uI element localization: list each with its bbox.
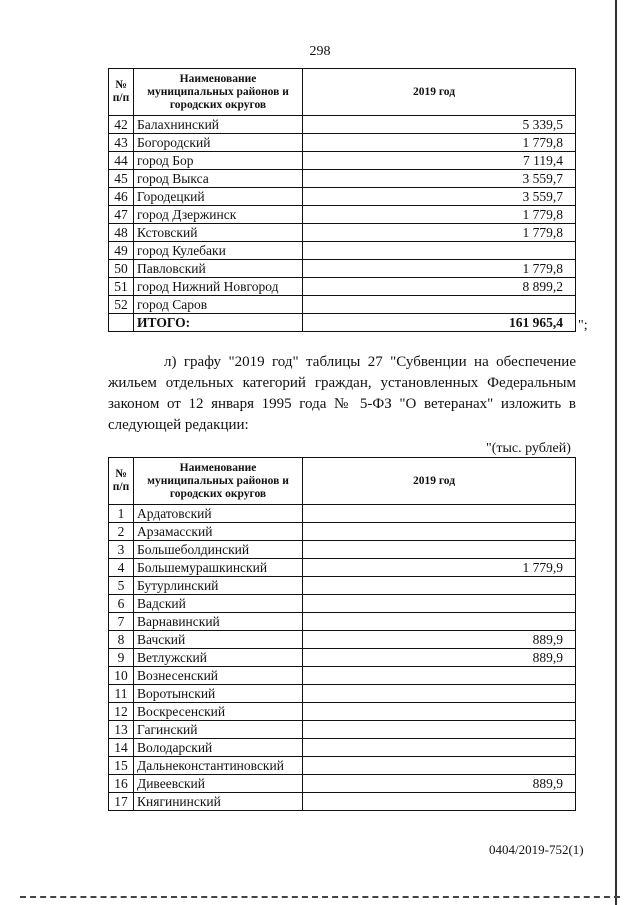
row-municipality: Дивеевский [134,775,303,793]
header-year: 2019 год [303,458,576,505]
table-row [109,793,576,811]
page-number: 298 [309,44,331,59]
row-municipality: Балахнинский [134,116,303,134]
row-municipality: Варнавинский [134,613,303,631]
row-municipality: Гагинский [134,721,303,739]
row-municipality: Вачский [134,631,303,649]
table-row [109,170,576,188]
scan-edge-artifact [20,896,620,898]
table-row [109,721,576,739]
row-municipality: город Бор [134,152,303,170]
row-value [303,242,576,260]
row-municipality: город Кулебаки [134,242,303,260]
amendment-paragraph: л) графу "2019 год" таблицы 27 "Субвенции на обеспечение жильем отдельных категорий граждан, установленных Федеральным законом от 12 января 1995 года № 5-ФЗ "О ветеранах" изложить в следующей редакции: [108,354,576,433]
table-row [109,577,576,595]
table-row [109,649,576,667]
row-municipality: город Выкса [134,170,303,188]
table-row [109,541,576,559]
table-row [109,667,576,685]
row-number: 9 [109,649,134,667]
row-number: 1 [109,505,134,523]
table-row [109,757,576,775]
row-number: 17 [109,793,134,811]
table-row [109,559,576,577]
row-number: 44 [109,152,134,170]
row-number: 4 [109,559,134,577]
table-row [109,206,576,224]
total-value: 161 965,4 [303,314,576,332]
table-header-row [109,69,576,116]
table-row [109,242,576,260]
row-number: 5 [109,577,134,595]
row-number: 7 [109,613,134,631]
row-municipality: Ардатовский [134,505,303,523]
row-value [303,703,576,721]
row-municipality: Большемурашкинский [134,559,303,577]
row-value: 889,9 [303,775,576,793]
row-municipality: Ветлужский [134,649,303,667]
header-year: 2019 год [303,69,576,116]
table-row [109,703,576,721]
row-value: 889,9 [303,631,576,649]
row-number: 16 [109,775,134,793]
table-row [109,188,576,206]
row-value: 1 779,8 [303,206,576,224]
row-municipality: город Дзержинск [134,206,303,224]
row-number: 11 [109,685,134,703]
total-row [109,314,576,332]
table-row [109,224,576,242]
header-municipality: Наименование муниципальных районов и городских округов [134,458,303,505]
row-number: 47 [109,206,134,224]
row-municipality: Вадский [134,595,303,613]
table-row [109,739,576,757]
row-number: 45 [109,170,134,188]
row-value [303,667,576,685]
row-municipality: Богородский [134,134,303,152]
header-municipality: Наименование муниципальных районов и городских округов [134,69,303,116]
total-number-cell [109,314,134,332]
table-row [109,685,576,703]
table-header-row [109,458,576,505]
row-number: 51 [109,278,134,296]
row-municipality: Арзамасский [134,523,303,541]
row-municipality: Большеболдинский [134,541,303,559]
row-number: 12 [109,703,134,721]
row-number: 42 [109,116,134,134]
header-number: № п/п [109,69,134,116]
row-number: 15 [109,757,134,775]
row-value: 5 339,5 [303,116,576,134]
table-row [109,152,576,170]
row-number: 48 [109,224,134,242]
row-value [303,757,576,775]
units-note: "(тыс. рублей) [486,441,571,456]
header-number: № п/п [109,458,134,505]
row-value: 3 559,7 [303,170,576,188]
table-row [109,134,576,152]
row-value: 1 779,9 [303,559,576,577]
row-value: 3 559,7 [303,188,576,206]
document-code: 0404/2019-752(1) [489,842,584,857]
row-value [303,739,576,757]
row-value: 8 899,2 [303,278,576,296]
row-municipality: Бутурлинский [134,577,303,595]
subsidy-table-continued [108,68,576,332]
row-municipality: Кстовский [134,224,303,242]
table-row [109,631,576,649]
row-municipality: Павловский [134,260,303,278]
row-value: 7 119,4 [303,152,576,170]
row-number: 10 [109,667,134,685]
row-municipality: Городецкий [134,188,303,206]
row-number: 43 [109,134,134,152]
table-row [109,278,576,296]
row-value [303,505,576,523]
row-municipality: Воскресенский [134,703,303,721]
row-value: 889,9 [303,649,576,667]
table-row [109,116,576,134]
row-value: 1 779,8 [303,224,576,242]
row-number: 13 [109,721,134,739]
row-number: 46 [109,188,134,206]
row-value [303,595,576,613]
veterans-housing-table [108,457,576,811]
row-value: 1 779,8 [303,134,576,152]
table-row [109,296,576,314]
scan-border-line [615,0,617,905]
row-municipality: Володарский [134,739,303,757]
row-value [303,541,576,559]
table-row [109,523,576,541]
row-number: 6 [109,595,134,613]
row-number: 2 [109,523,134,541]
table-row [109,260,576,278]
table-row [109,505,576,523]
row-number: 52 [109,296,134,314]
row-number: 50 [109,260,134,278]
total-label: ИТОГО: [134,314,303,332]
row-number: 49 [109,242,134,260]
row-value [303,793,576,811]
row-municipality: Вознесенский [134,667,303,685]
row-municipality: Княгининский [134,793,303,811]
table-row [109,613,576,631]
row-number: 14 [109,739,134,757]
row-municipality: город Нижний Новгород [134,278,303,296]
row-number: 8 [109,631,134,649]
row-municipality: город Саров [134,296,303,314]
table-row [109,595,576,613]
row-value [303,296,576,314]
row-value [303,613,576,631]
row-municipality: Дальнеконстантиновский [134,757,303,775]
row-municipality: Воротынский [134,685,303,703]
closing-quote-mark: "; [578,318,588,333]
row-value [303,577,576,595]
row-value [303,685,576,703]
row-number: 3 [109,541,134,559]
row-value: 1 779,8 [303,260,576,278]
row-value [303,721,576,739]
table-row [109,775,576,793]
row-value [303,523,576,541]
